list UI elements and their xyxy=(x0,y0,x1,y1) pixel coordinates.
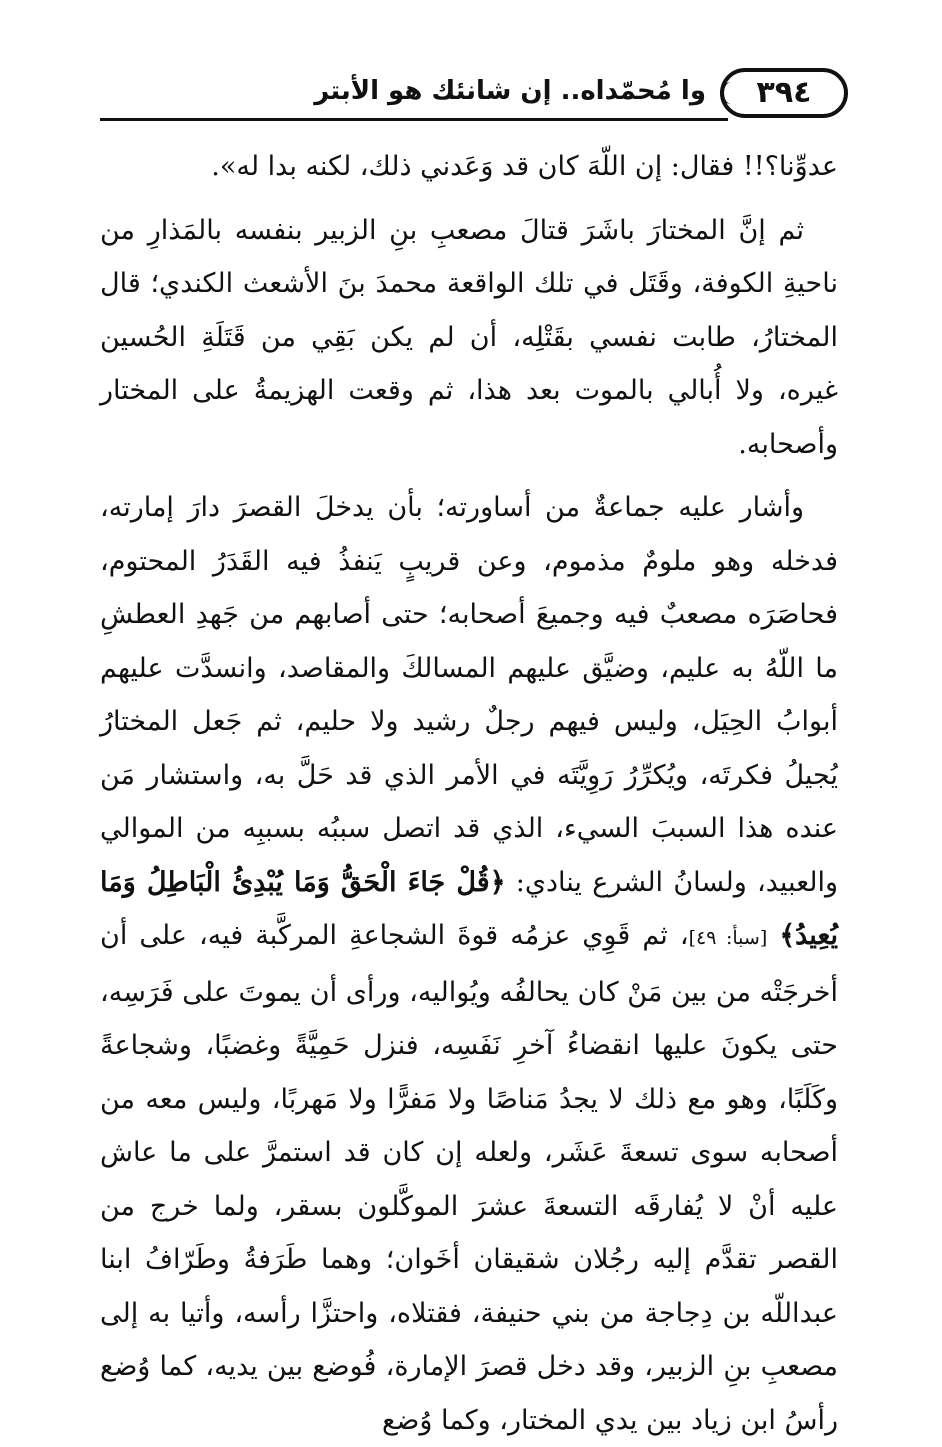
paragraph-gap xyxy=(100,194,838,204)
paragraph-gap xyxy=(100,471,838,481)
running-title: وا مُحمّداه.. إن شانئك هو الأبتر xyxy=(314,76,706,106)
main-text xyxy=(100,140,838,1447)
page-number: ٣٩٤ xyxy=(756,75,812,110)
page-number-badge xyxy=(720,68,848,118)
page-header xyxy=(100,62,838,124)
header-rule xyxy=(100,118,728,121)
paragraph xyxy=(100,481,838,1447)
continuation-paragraph: عدوِّنا؟!! فقال: إن اللّهَ كان قد وَعَدني ذلك، لكنه بدا له». xyxy=(211,151,838,182)
paragraph: ثم إنَّ المختارَ باشَرَ قتالَ مصعبِ بنِ الزبير بنفسه بالمَذارِ من ناحيةِ الكوفة، وقَتَل في تلك الواقعة محمدَ بنَ الأشعث الكندي؛ قال المختارُ، طابت نفسي بقَتْلِه، أن لم يكن بَقِي من قَتَلَةِ الحُسين غيره، ولا أُبالي بالموت بعد هذا، ثم وقعت الهزيمةُ على المختار وأصحابه. xyxy=(100,214,838,460)
verse-citation: [سبأ: ٤٩] xyxy=(688,927,768,949)
quran-verse: ﴿قُلْ جَاءَ الْحَقُّ وَمَا يُبْدِئُ الْبَاطِلُ وَمَا يُعِيدُ﴾ xyxy=(100,866,838,951)
paragraph-text: وأشار عليه جماعةٌ من أساورته؛ بأن يدخلَ القصرَ دارَ إمارته، فدخله وهو ملومٌ مذموم، وعن قريبٍ يَنفذُ فيه القَدَرُ المحتوم، فحاصَرَه مصعبٌ فيه وجميعَ أصحابه؛ حتى أصابهم من جَهدِ العطشِ ما اللّهُ به عليم، وضيَّق عليهم المسالكَ والمقاصد، وانسدَّت عليهم أبوابُ الحِيَل، وليس فيهم رجلٌ رشيد ولا حليم، ثم جَعل المختارُ يُجيلُ فكرتَه، ويُكرِّرُ رَوِيَّتَه في الأمر الذي قد حَلَّ به، واستشار مَن عنده هذا السببَ السيء، الذي قد اتصل سببُه بسببِه من الموالي والعبيد، ولسانُ الشرع ينادي: xyxy=(100,492,838,898)
paragraph-text: ، ثم قَوِي عزمُه قوةَ الشجاعةِ المركَّبة فيه، على أن أخرجَتْه من بين مَنْ كان يحالفُه ويُواليه، ورأى أن يموتَ على فَرَسِه، حتى يكونَ عليها انقضاءُ آخرِ نَفَسِه، فنزل حَمِيَّةً وغضبًا، وشجاعةً وكَلَبًا، وهو مع ذلك لا يجدُ مَناصًا ولا مَفرًّا ولا مَهربًا، وليس معه من أصحابه سوى تسعةَ عَشَر، ولعله إن كان قد استمرَّ على ما عاش عليه أنْ لا يُفارقَه التسعةَ عشرَ الموكَّلون بسقر، ولما خرج من القصر تقدَّم إليه رجُلان شقيقان أخَوان؛ وهما طَرَفةُ وطَرّافُ ابنا عبداللّه بن دِجاجة من بني حنيفة، فقتلاه، واحتزَّا رأسه، وأتيا به إلى مصعبِ بنِ الزبير، وقد دخل قصرَ الإمارة، فُوضع بين يديه، كما وُضع رأسُ ابن زياد بين يدي المختار، وكما وُضع xyxy=(100,920,838,1436)
